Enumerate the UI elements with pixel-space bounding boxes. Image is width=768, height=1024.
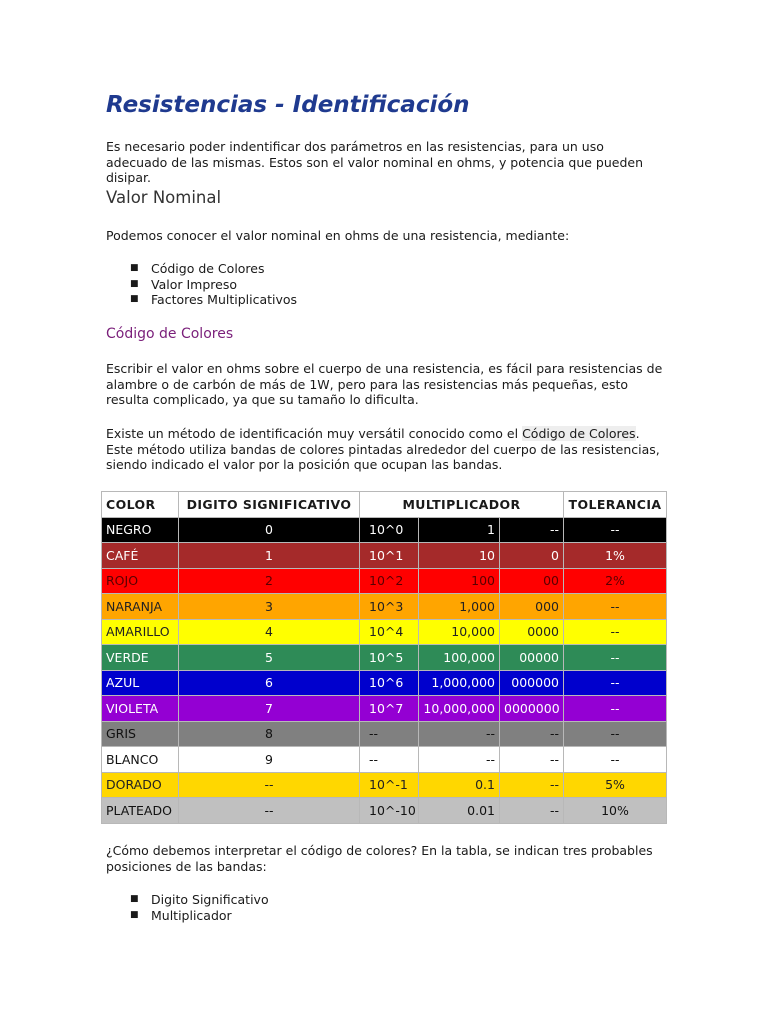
cell-tolerance: 1% [564, 543, 667, 569]
cell-tolerance: -- [564, 645, 667, 671]
list-item: ■ Valor Impreso [130, 276, 237, 292]
table-row [102, 747, 667, 773]
cell-tolerance: -- [564, 696, 667, 722]
table-row [102, 543, 667, 569]
cell-multiplier-value: 1,000 [419, 594, 500, 620]
cell-zeros: 00000 [500, 645, 564, 671]
bullet-icon: ■ [130, 894, 139, 904]
table-row [102, 772, 667, 798]
cell-multiplier-value: -- [419, 747, 500, 773]
section-heading-valor-nominal: Valor Nominal [106, 188, 222, 207]
cell-color-name: AMARILLO [102, 619, 179, 645]
header-color: COLOR [102, 492, 179, 518]
cell-color-name: VERDE [102, 645, 179, 671]
cell-multiplier-value: 0.01 [419, 798, 500, 824]
cell-multiplier-value: 1 [419, 517, 500, 543]
cell-zeros: -- [500, 517, 564, 543]
valor-nominal-text: Podemos conocer el valor nominal en ohms de una resistencia, mediante: [106, 228, 570, 243]
codigo-paragraph-1: Escribir el valor en ohms sobre el cuerpo de una resistencia, es fácil para resistencias de alambre o de carbón de más de 1W, pero para las resistencias más pequeñas, esto resulta complicado, ya que su tamaño lo dificulta. [106, 361, 663, 407]
bottom-question: ¿Cómo debemos interpretar el código de colores? En la tabla, se indican tres probables posiciones de las bandas: [106, 843, 653, 874]
cell-zeros: 00 [500, 568, 564, 594]
bullet-icon: ■ [130, 263, 139, 273]
cell-tolerance: -- [564, 670, 667, 696]
cell-tolerance: 5% [564, 772, 667, 798]
cell-multiplier-value: 10 [419, 543, 500, 569]
cell-multiplier-value: 100 [419, 568, 500, 594]
list-item: ■ Digito Significativo [130, 892, 269, 907]
cell-digit: -- [179, 798, 360, 824]
valor-nominal-list [106, 261, 297, 308]
table-header-row [102, 492, 667, 518]
cell-zeros: 0000 [500, 619, 564, 645]
cell-color-name: CAFÉ [102, 543, 179, 569]
cell-zeros: 000 [500, 594, 564, 620]
header-tolerancia: TOLERANCIA [564, 492, 667, 518]
cell-color-name: DORADO [102, 772, 179, 798]
cell-zeros: -- [500, 721, 564, 747]
table-row [102, 670, 667, 696]
bullet-icon: ■ [130, 278, 139, 289]
cell-exponent: -- [360, 747, 419, 773]
cell-digit: 2 [179, 568, 360, 594]
cell-tolerance: -- [564, 619, 667, 645]
cell-zeros: 0000000 [500, 696, 564, 722]
cell-tolerance: 10% [564, 798, 667, 824]
section-heading-codigo-colores: Código de Colores [106, 326, 234, 342]
cell-multiplier-value: 100,000 [419, 645, 500, 671]
cell-digit: 0 [179, 517, 360, 543]
table-row [102, 721, 667, 747]
cell-multiplier-value: 1,000,000 [419, 670, 500, 696]
cell-exponent: 10^4 [360, 619, 419, 645]
cell-zeros: 000000 [500, 670, 564, 696]
cell-zeros: -- [500, 772, 564, 798]
codigo-paragraph-2: Existe un método de identificación muy versátil conocido como el Código de Colores. Este método utiliza bandas de colores pintadas alrededor del cuerpo de las resistencias, siendo indicado el valor por la posición que ocupan las bandas. [106, 426, 660, 472]
cell-digit: 4 [179, 619, 360, 645]
bottom-list [106, 892, 269, 923]
cell-exponent: 10^5 [360, 645, 419, 671]
table-row [102, 798, 667, 824]
header-multiplicador: MULTIPLICADOR [360, 492, 564, 518]
cell-tolerance: -- [564, 594, 667, 620]
table-row [102, 619, 667, 645]
cell-exponent: 10^2 [360, 568, 419, 594]
cell-color-name: NEGRO [102, 517, 179, 543]
cell-zeros: -- [500, 747, 564, 773]
cell-color-name: VIOLETA [102, 696, 179, 722]
cell-exponent: 10^1 [360, 543, 419, 569]
cell-tolerance: -- [564, 517, 667, 543]
intro-paragraph: Es necesario poder indentificar dos parámetros en las resistencias, para un uso adecuado de las mismas. Estos son el valor nominal en ohms, y potencia que pueden disipar. [106, 139, 643, 185]
bullet-icon: ■ [130, 909, 139, 920]
cell-multiplier-value: 10,000 [419, 619, 500, 645]
cell-color-name: NARANJA [102, 594, 179, 620]
header-digito: DIGITO SIGNIFICATIVO [179, 492, 360, 518]
cell-color-name: GRIS [102, 721, 179, 747]
cell-tolerance: 2% [564, 568, 667, 594]
cell-exponent: 10^3 [360, 594, 419, 620]
table-row [102, 568, 667, 594]
cell-exponent: 10^-10 [360, 798, 419, 824]
list-item: ■ Código de Colores [130, 261, 265, 276]
cell-digit: 8 [179, 721, 360, 747]
cell-color-name: ROJO [102, 568, 179, 594]
cell-multiplier-value: 10,000,000 [419, 696, 500, 722]
cell-multiplier-value: -- [419, 721, 500, 747]
cell-zeros: 0 [500, 543, 564, 569]
bullet-icon: ■ [130, 294, 139, 304]
cell-digit: -- [179, 772, 360, 798]
table-row [102, 517, 667, 543]
cell-digit: 5 [179, 645, 360, 671]
cell-tolerance: -- [564, 721, 667, 747]
list-item: ■ Multiplicador [130, 907, 232, 923]
cell-color-name: AZUL [102, 670, 179, 696]
codigo-colores-highlight: Código de Colores [522, 426, 636, 441]
list-item: ■ Factores Multiplicativos [130, 292, 298, 307]
cell-digit: 3 [179, 594, 360, 620]
cell-multiplier-value: 0.1 [419, 772, 500, 798]
cell-exponent: 10^7 [360, 696, 419, 722]
table-row [102, 645, 667, 671]
cell-exponent: 10^-1 [360, 772, 419, 798]
cell-digit: 6 [179, 670, 360, 696]
cell-digit: 9 [179, 747, 360, 773]
cell-exponent: 10^6 [360, 670, 419, 696]
cell-digit: 7 [179, 696, 360, 722]
cell-exponent: 10^0 [360, 517, 419, 543]
cell-digit: 1 [179, 543, 360, 569]
color-code-table [101, 491, 667, 824]
cell-exponent: -- [360, 721, 419, 747]
table-row [102, 696, 667, 722]
cell-zeros: -- [500, 798, 564, 824]
table-body [102, 517, 667, 823]
cell-tolerance: -- [564, 747, 667, 773]
table-row [102, 594, 667, 620]
cell-color-name: PLATEADO [102, 798, 179, 824]
cell-color-name: BLANCO [102, 747, 179, 773]
page-title: Resistencias - Identificación [106, 92, 470, 118]
